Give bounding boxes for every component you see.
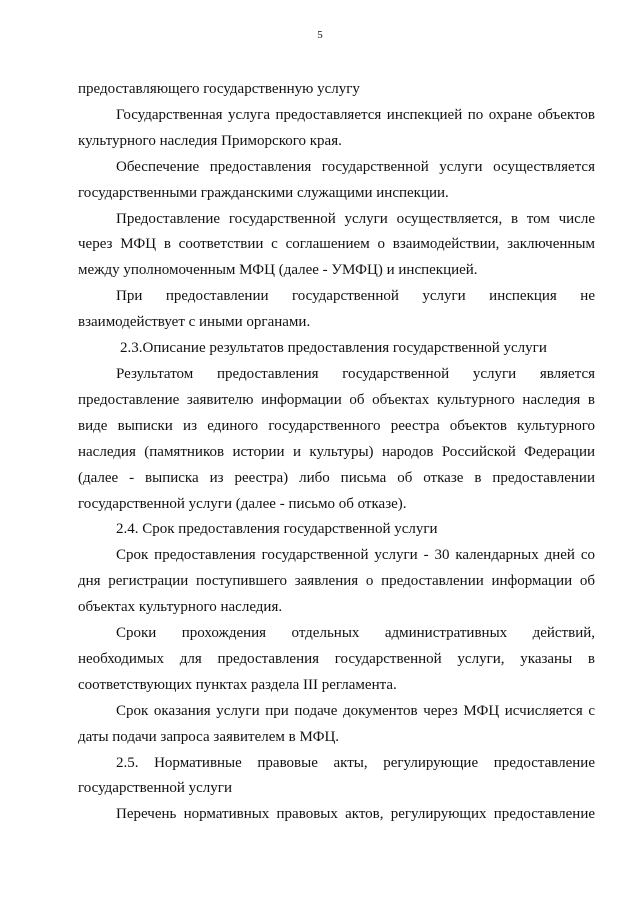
section-heading: 2.5. Нормативные правовые акты, регулирующие предоставление — [116, 754, 595, 771]
text-line: Срок предоставления государственной услуги - 30 календарных дней со — [116, 547, 595, 564]
text-line: Перечень нормативных правовых актов, регулирующих предоставление — [116, 806, 595, 823]
text-line: Предоставление государственной услуги осуществляется, в том числе — [116, 210, 595, 227]
text-line: Срок оказания услуги при подаче документов через МФЦ исчисляется с — [116, 702, 595, 719]
text-line: взаимодействует с иными органами. — [78, 314, 311, 331]
text-line: государственной услуги (далее - письмо об отказе). — [78, 495, 407, 512]
section-heading: 2.4. Срок предоставления государственной услуги — [116, 521, 438, 538]
text-line: Обеспечение предоставления государственной услуги осуществляется — [116, 158, 595, 175]
section-heading: 2.3.Описание результатов предоставления государственной услуги — [120, 340, 547, 357]
text-line: между уполномоченным МФЦ (далее - УМФЦ) и инспекцией. — [78, 262, 478, 279]
text-line: даты подачи запроса заявителем в МФЦ. — [78, 728, 340, 745]
text-line: предоставляющего государственную услугу — [78, 81, 360, 97]
text-line: через МФЦ в соответствии с соглашением о взаимодействии, заключенным — [78, 236, 595, 253]
text-line: культурного наследия Приморского края. — [78, 132, 342, 149]
text-line: дня регистрации поступившего заявления о предоставлении информации об — [78, 573, 595, 590]
text-line: Сроки прохождения отдельных административных действий, — [116, 625, 595, 642]
page-number: 5 — [317, 29, 323, 41]
text-line: При предоставлении государственной услуги инспекция не — [116, 288, 595, 305]
text-line: государственными гражданскими служащими инспекции. — [78, 184, 449, 201]
text-line: предоставление заявителю информации об объектах культурного наследия в — [78, 391, 595, 408]
text-line: соответствующих пунктах раздела III регламента. — [78, 676, 397, 693]
text-line: Государственная услуга предоставляется инспекцией по охране объектов — [116, 106, 595, 123]
text-line: Результатом предоставления государственной услуги является — [116, 365, 595, 382]
section-heading: государственной услуги — [78, 780, 232, 797]
text-line: объектах культурного наследия. — [78, 599, 283, 616]
text-line: наследия (памятников истории и культуры) народов Российской Федерации — [78, 443, 595, 460]
text-line: виде выписки из единого государственного реестра объектов культурного — [78, 417, 595, 434]
text-line: необходимых для предоставления государственной услуги, указаны в — [78, 650, 595, 667]
text-line: (далее - выписка из реестра) либо письма об отказе в предоставлении — [78, 469, 595, 486]
document-body — [78, 77, 595, 828]
